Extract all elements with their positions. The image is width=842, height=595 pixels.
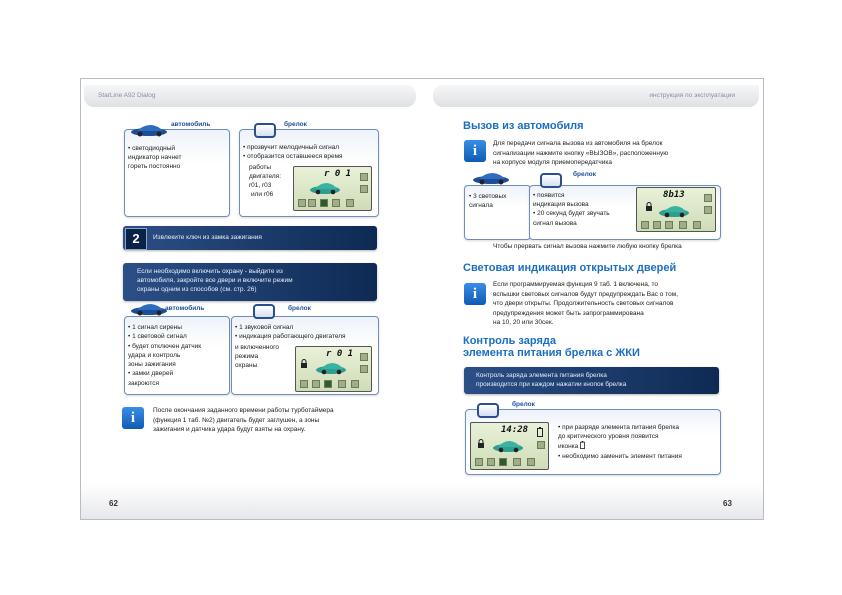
doors-info: Если программируемая функция 9 таб. 1 включена, то вспышки световых сигналов будут предупреждать Вас о том, что двери открыты. Продолжительность световых сигналов предупреждения может быть запрограммирована на 10, 20 или 30сек. [493, 281, 679, 327]
car-text-1: • светодиодный индикатор начнет гореть постоянно [128, 145, 182, 171]
security-note-banner [123, 263, 377, 301]
lock-icon [645, 202, 653, 212]
step-number: 2 [125, 228, 147, 250]
fob-lcd-display [293, 166, 372, 211]
lcd-segment [653, 221, 661, 229]
battery-icon [537, 427, 543, 437]
fob-text-2: • 1 звуковой сигнал • индикация работающего двигателя [235, 324, 346, 341]
lcd-segment [351, 380, 359, 388]
lock-icon [300, 359, 308, 369]
lcd-segment [298, 199, 306, 207]
battery-banner-text: Контроль заряда элемента питания брелка производится при каждом нажатии кнопок брелка [476, 372, 627, 389]
left-page-header: StarLine A92 Dialog [84, 85, 416, 107]
fob-text-1b: работы двигателя: r01, r03 или r06 [249, 164, 281, 198]
fob-lcd-display [470, 422, 549, 470]
lcd-readout: 14:28 [501, 425, 529, 435]
lcd-segment [312, 380, 320, 388]
key-fob-icon [253, 304, 275, 319]
info-icon: i [122, 407, 144, 429]
info-icon: i [464, 140, 486, 162]
lcd-segment [704, 206, 712, 214]
lcd-segment [499, 458, 507, 466]
lcd-segment [332, 199, 340, 207]
car-label-1: автомобиль [171, 121, 211, 128]
car-lcd-icon [491, 439, 525, 453]
lcd-segment [300, 380, 308, 388]
fob-text-call: • появится индикация вызова • 20 секунд будет звучать сигнал вызова [533, 192, 610, 227]
lcd-segment [360, 365, 368, 373]
lcd-segment [360, 173, 368, 181]
fob-label-call: брелок [573, 171, 596, 178]
lcd-readout: 8b13 [663, 190, 685, 200]
car-lcd-icon [314, 361, 348, 375]
lcd-segment [324, 380, 332, 388]
lcd-segment [641, 221, 649, 229]
fob-label-1: брелок [284, 121, 307, 128]
lock-icon [477, 439, 485, 449]
step-text: Извлеките ключ из замка зажигания [153, 234, 262, 241]
fob-label-2: брелок [288, 305, 311, 312]
lcd-segment [537, 441, 545, 449]
key-fob-icon [477, 403, 499, 418]
fob-label-battery: брелок [512, 401, 535, 408]
lcd-segment [320, 199, 328, 207]
lcd-segment [338, 380, 346, 388]
key-fob-icon [540, 173, 562, 188]
step-2-bar [123, 226, 377, 250]
call-info: Для передачи сигнала вызова из автомобиля на брелок сигнализации нажмите кнопку «ВЫЗОВ», расположенную на корпусе модуля приемопередатчика [493, 140, 669, 167]
section-title-call: Вызов из автомобиля [463, 120, 584, 132]
section-title-battery: Контроль заряда элемента питания брелка с ЖКИ [463, 335, 640, 359]
car-icon [471, 171, 511, 185]
lcd-segment [693, 221, 701, 229]
section-title-doors: Световая индикация открытых дверей [463, 262, 677, 274]
lcd-readout: r 0 1 [324, 169, 352, 179]
battery-icon [580, 441, 585, 449]
fob-lcd-display [636, 187, 716, 232]
info-icon: i [464, 283, 486, 305]
lcd-segment [360, 185, 368, 193]
car-label-2: автомобиль [165, 305, 205, 312]
right-page-header: инструкция по эксплуатации [433, 85, 759, 107]
fob-text-1: • прозвучит мелодичный сигнал • отобразится оставшееся время [243, 144, 343, 161]
turbo-timer-info: После окончания заданного времени работы турботаймера (функция 1 таб. №2) двигатель будет заглушен, а зоны зажигания и датчика удара будут взяты на охрану. [153, 407, 334, 434]
lcd-segment [308, 199, 316, 207]
fob-text-2b: и включенного режима охраны [235, 344, 279, 370]
security-note-text: Если необходимо включить охрану - выйдите из автомобиля, закройте все двери и включите режим охраны одним из способов (см. стр. 26) [137, 268, 293, 294]
lcd-segment [487, 458, 495, 466]
lcd-segment [679, 221, 687, 229]
key-fob-icon [254, 123, 276, 138]
lcd-segment [704, 194, 712, 202]
car-icon [129, 123, 169, 137]
battery-text: • при разряде элемента питания брелка до критического уровня появится иконка • необходимо заменить элемент питания [558, 424, 682, 460]
right-page-number: 63 [723, 499, 732, 508]
lcd-segment [346, 199, 354, 207]
lcd-segment [360, 353, 368, 361]
left-page-number: 62 [109, 499, 118, 508]
lcd-readout: r 0 1 [326, 349, 354, 359]
car-text-call: • 3 световых сигнала [469, 193, 507, 210]
call-footnote: Чтобы прервать сигнал вызова нажмите любую кнопку брелка [493, 243, 682, 250]
fob-lcd-display [295, 346, 372, 392]
lcd-segment [665, 221, 673, 229]
book-spread [80, 78, 764, 520]
car-icon [129, 302, 169, 316]
car-text-2: • 1 сигнал сирены • 1 световой сигнал • будет отключен датчик удара и контроль зоны зажигания • замки дверей закроются [128, 324, 202, 387]
car-box-1 [124, 129, 230, 217]
lcd-segment [527, 458, 535, 466]
car-lcd-icon [308, 181, 342, 195]
battery-banner [464, 367, 719, 394]
page-footer [81, 484, 763, 519]
car-lcd-icon [657, 204, 691, 218]
lcd-segment [513, 458, 521, 466]
lcd-segment [475, 458, 483, 466]
